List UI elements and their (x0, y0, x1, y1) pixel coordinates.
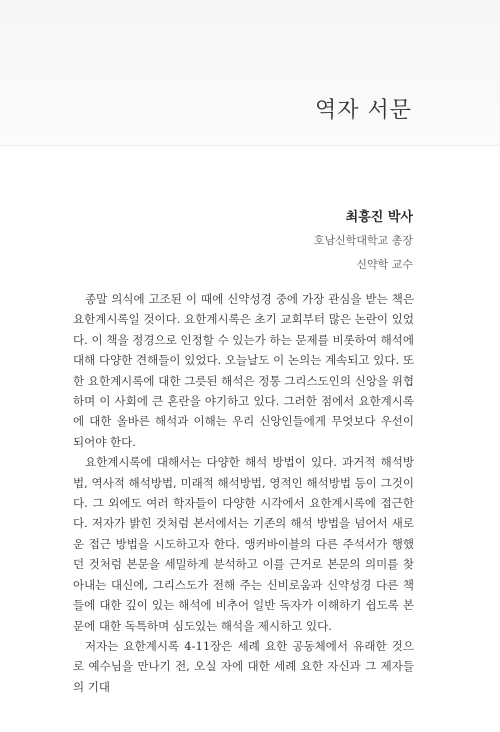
author-block (314, 206, 413, 280)
author-name: 최흥진 박사 (345, 210, 413, 225)
paragraph-2: 요한계시록에 대해서는 다양한 해석 방법이 있다. 과거적 해석방법, 역사적 해석방법, 미래적 해석방법, 영적인 해석방법 등이 그것이다. 그 외에도 여러 학자들이 다양한 시각에서 요한계시록에 접근한다. 저자가 밝힌 것처럼 본서에서는 기존의 해석 방법을 넘어서 새로운 접근 방법을 시도하고자 한다. 앵커바이블의 다른 주석서가 행했던 것처럼 본문을 세밀하게 분석하고 이를 근거로 본문의 의미를 찾아내는 대신에, 그리스도가 전해 주는 신비로움과 신약성경 다른 책들에 대한 깊이 있는 해석에 비추어 일반 독자가 이해하기 쉽도록 본문에 대한 독특하며 심도있는 해석을 제시하고 있다. (73, 455, 414, 633)
paragraph-1: 종말 의식에 고조된 이 때에 신약성경 중에 가장 관심을 받는 책은 요한계시록일 것이다. 요한계시록은 초기 교회부터 많은 논란이 있었다. 이 책을 정경으로 인정할 수 있는가 하는 문제를 비롯하여 해석에 대해 다양한 견해들이 있었다. 오늘날도 이 논의는 계속되고 있다. 또한 요한계시록에 대한 그릇된 해석은 정통 그리스도인의 신앙을 위협하며 이 사회에 큰 혼란을 야기하고 있다. 그러한 점에서 요한계시록에 대한 올바른 해석과 이해는 우리 신앙인들에게 무엇보다 우선이 되어야 한다. (73, 292, 414, 449)
page-header (0, 0, 500, 146)
author-role: 신약학 교수 (356, 258, 413, 271)
preface-body (73, 289, 414, 697)
page-title: 역자 서문 (314, 98, 412, 123)
author-affiliation: 호남신학대학교 총장 (313, 234, 413, 247)
paragraph-3: 저자는 요한계시록 4-11장은 세례 요한 공동체에서 유래한 것으로 예수님을 만나기 전, 오실 자에 대한 세례 요한 자신과 그 제자들의 기대 (73, 638, 414, 694)
